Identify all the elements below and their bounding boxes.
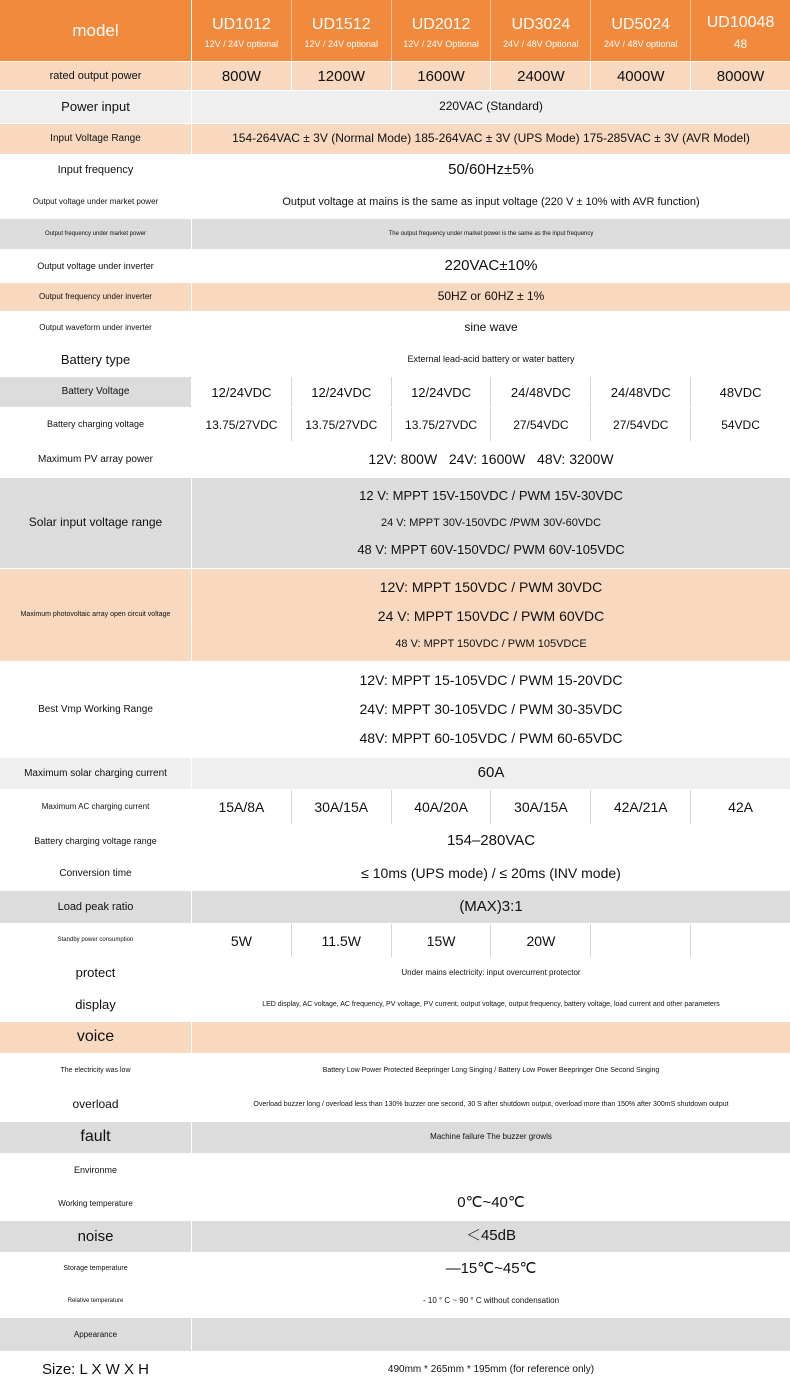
row-value: (MAX)3:1 (459, 897, 523, 915)
value-line: 48 V: MPPT 150VDC / PWM 105VDCE (395, 638, 587, 651)
row-value: 154–280VAC (446, 831, 536, 849)
row-value: LED display, AC voltage, AC frequency, PV voltage, PV current, output voltage, output frequency, battery voltage, load current and other parameters (262, 1001, 720, 1009)
value-cell: 30A/15A (491, 790, 591, 824)
row-value: 0℃~40℃ (457, 1194, 525, 1212)
row-label: Storage temperature (0, 1253, 192, 1285)
row-size (0, 1352, 790, 1388)
row-label: Conversion time (0, 858, 192, 890)
row-value: 60A (477, 764, 505, 782)
row-value: sine wave (464, 319, 518, 334)
row-label: Load peak ratio (0, 891, 192, 923)
row-environment (0, 1154, 790, 1187)
row-solar-input-range (0, 478, 790, 569)
row-value: 220VAC (Standard) (439, 99, 543, 114)
row-output-frequency-inverter (0, 283, 790, 312)
value-cell: 8000W (716, 67, 765, 85)
value-cell (691, 924, 790, 957)
header-label: model (0, 0, 192, 61)
row-label: display (0, 989, 192, 1021)
model-option: 12V / 24V optional (304, 39, 379, 49)
row-battery-voltage (0, 377, 790, 408)
row-appearance (0, 1318, 790, 1352)
value-cell: 42A (728, 799, 754, 815)
value-line: 12V: MPPT 150VDC / PWM 30VDC (379, 578, 603, 595)
value-cell: 13.75/27VDC (392, 408, 492, 441)
row-label: Output frequency under market power (0, 219, 192, 249)
row-label: Output voltage under inverter (0, 250, 192, 282)
row-display (0, 989, 790, 1022)
row-label: overload (0, 1089, 192, 1121)
row-protect (0, 958, 790, 989)
row-value (192, 1154, 790, 1186)
row-label: Appearance (0, 1318, 192, 1351)
row-value: ＜45dB (465, 1227, 517, 1245)
model-cell (292, 0, 392, 61)
row-battery-charging-voltage (0, 408, 790, 442)
value-line: 24 V: MPPT 150VDC / PWM 60VDC (377, 607, 605, 624)
value-cell: 48VDC (719, 384, 762, 400)
value-cell: 12/24VDC (392, 377, 492, 407)
row-label: Solar input voltage range (0, 478, 192, 568)
row-relative-temp (0, 1286, 790, 1318)
value-cell: 24/48VDC (491, 377, 591, 407)
row-label: Output waveform under inverter (0, 312, 192, 343)
model-name: UD1012 (212, 16, 271, 33)
row-value: - 10 ° C ~ 90 ° C without condensation (422, 1296, 560, 1306)
value-cell: 27/54VDC (491, 408, 591, 441)
value-cell: 13.75/27VDC (192, 408, 292, 441)
row-storage-temp (0, 1253, 790, 1286)
row-output-frequency-market (0, 219, 790, 250)
value-cell: 2400W (491, 62, 591, 90)
row-label: Environme (0, 1154, 192, 1186)
value-cell: 5W (192, 924, 292, 957)
row-max-ac-current (0, 790, 790, 825)
value-line: 24 V: MPPT 30V-150VDC /PWM 30V-60VDC (380, 516, 602, 529)
header-row (0, 0, 790, 62)
model-name: UD1512 (311, 16, 371, 33)
row-value: 50HZ or 60HZ ± 1% (437, 289, 545, 304)
model-option: 24V / 48V optional (603, 39, 678, 49)
value-cell: 800W (192, 62, 292, 90)
value-cell: 24/48VDC (591, 377, 691, 407)
value-cell: 11.5W (292, 924, 392, 957)
row-output-voltage-inverter (0, 250, 790, 283)
row-value (192, 1318, 790, 1351)
row-label: Battery type (0, 344, 192, 376)
row-value: Output voltage at mains is the same as input voltage (220 V ± 10% with AVR function) (282, 195, 700, 208)
row-input-frequency (0, 155, 790, 186)
value-cell: 40A/20A (392, 790, 492, 824)
model-cell (192, 0, 292, 61)
value-cell (591, 924, 691, 957)
row-label: Battery charging voltage (0, 408, 192, 441)
value-cell: 54VDC (721, 417, 760, 432)
row-max-pv-power (0, 442, 790, 478)
row-value: 490mm * 265mm * 195mm (for reference only) (387, 1364, 595, 1375)
value-cell: 1600W (392, 62, 492, 90)
row-power-input (0, 91, 790, 124)
row-label: fault (0, 1122, 192, 1153)
row-overload (0, 1089, 790, 1122)
row-conversion-time (0, 858, 790, 891)
row-label: voice (0, 1022, 192, 1053)
row-label: protect (0, 958, 192, 988)
row-label: Input Voltage Range (0, 124, 192, 154)
value-line: 48V: MPPT 60-105VDC / PWM 60-65VDC (359, 729, 623, 746)
model-name: UD10048 (706, 14, 775, 31)
row-value: ≤ 10ms (UPS mode) / ≤ 20ms (INV mode) (361, 865, 621, 882)
value-cell: 13.75/27VDC (292, 408, 392, 441)
value-cell: 30A/15A (292, 790, 392, 824)
row-best-vmp (0, 662, 790, 758)
row-battery-type (0, 344, 790, 377)
row-label: The electricity was low (0, 1054, 192, 1088)
model-cell (691, 0, 790, 61)
model-name: UD2012 (411, 16, 471, 33)
model-option: 12V / 24V optional (204, 39, 279, 49)
value-line: 48 V: MPPT 60V-150VDC/ PWM 60V-105VDC (357, 541, 625, 557)
row-label: Maximum AC charging current (0, 790, 192, 824)
model-option: 24V / 48V Optional (503, 39, 579, 49)
row-value: Overload buzzer long / overload less than 130% buzzer one second, 30 S after shutdown output, overload more than 150% after 300mS shutdown output (253, 1101, 729, 1109)
value-cell: 12/24VDC (292, 377, 392, 407)
row-input-voltage-range (0, 124, 790, 155)
row-label: Standby power consumption (0, 924, 192, 957)
model-name: UD3024 (511, 16, 571, 33)
row-battery-charging-range (0, 825, 790, 858)
row-voice (0, 1022, 790, 1054)
value-cell: 42A/21A (591, 790, 691, 824)
row-value: 50/60Hz±5% (448, 160, 534, 178)
row-fault (0, 1122, 790, 1154)
row-label: Input frequency (0, 155, 192, 185)
row-label: rated output power (0, 62, 192, 90)
row-label: Power input (0, 91, 192, 123)
value-line: 12 V: MPPT 15V-150VDC / PWM 15V-30VDC (359, 487, 623, 503)
value-cell: 1200W (292, 62, 392, 90)
row-label: Battery charging voltage range (0, 825, 192, 857)
row-rated-power (0, 62, 790, 91)
row-label: Size: L X W X H (0, 1352, 192, 1387)
row-value: Battery Low Power Protected Beepringer Long Singing / Battery Low Power Beepringer One Second Singing (322, 1067, 660, 1075)
row-label: Output frequency under inverter (0, 283, 192, 311)
row-output-waveform (0, 312, 790, 344)
row-output-voltage-market (0, 186, 790, 219)
value-cell: 15W (392, 924, 492, 957)
row-value: 220VAC±10% (444, 256, 538, 274)
row-electricity-low (0, 1054, 790, 1089)
row-max-pv-open-circuit (0, 569, 790, 662)
row-value: 154-264VAC ± 3V (Normal Mode) 185-264VAC ± 3V (UPS Mode) 175-285VAC ± 3V (AVR Model) (232, 131, 750, 146)
row-label: Relative temperature (0, 1286, 192, 1317)
row-standby-power (0, 924, 790, 958)
model-option: 12V / 24V Optional (403, 39, 479, 49)
model-option: 48 (733, 37, 748, 51)
model-cell (491, 0, 591, 61)
row-label: Battery Voltage (0, 377, 192, 407)
value-line: 12V: MPPT 15-105VDC / PWM 15-20VDC (359, 671, 623, 688)
row-label: noise (0, 1221, 192, 1252)
value-cell: 4000W (591, 62, 691, 90)
row-label: Maximum solar charging current (0, 758, 192, 789)
value-cell: 15A/8A (192, 790, 292, 824)
row-value: The output frequency under market power is the same as the input frequency (388, 230, 594, 237)
row-value (192, 1022, 790, 1053)
row-value: Machine failure The buzzer growls (430, 1132, 552, 1142)
row-label: Best Vmp Working Range (0, 662, 192, 757)
model-cell (591, 0, 691, 61)
value-line: 24V: MPPT 30-105VDC / PWM 30-35VDC (359, 700, 623, 717)
row-load-peak (0, 891, 790, 924)
row-max-solar-current (0, 758, 790, 790)
row-value: 12V: 800W 24V: 1600W 48V: 3200W (368, 450, 614, 467)
model-name: UD5024 (611, 16, 671, 33)
row-value: —15℃~45℃ (445, 1259, 537, 1277)
row-noise (0, 1221, 790, 1253)
value-cell: 20W (491, 924, 591, 957)
row-value: External lead-acid battery or water battery (407, 354, 575, 365)
row-label: Output voltage under market power (0, 186, 192, 218)
row-label: Working temperature (0, 1187, 192, 1220)
value-cell: 12/24VDC (192, 377, 292, 407)
value-cell: 27/54VDC (591, 408, 691, 441)
model-cell (392, 0, 492, 61)
row-value: Under mains electricity: input overcurrent protector (401, 967, 581, 977)
row-label: Maximum PV array power (0, 442, 192, 477)
row-working-temp (0, 1187, 790, 1221)
row-label: Maximum photovoltaic array open circuit voltage (0, 569, 192, 661)
